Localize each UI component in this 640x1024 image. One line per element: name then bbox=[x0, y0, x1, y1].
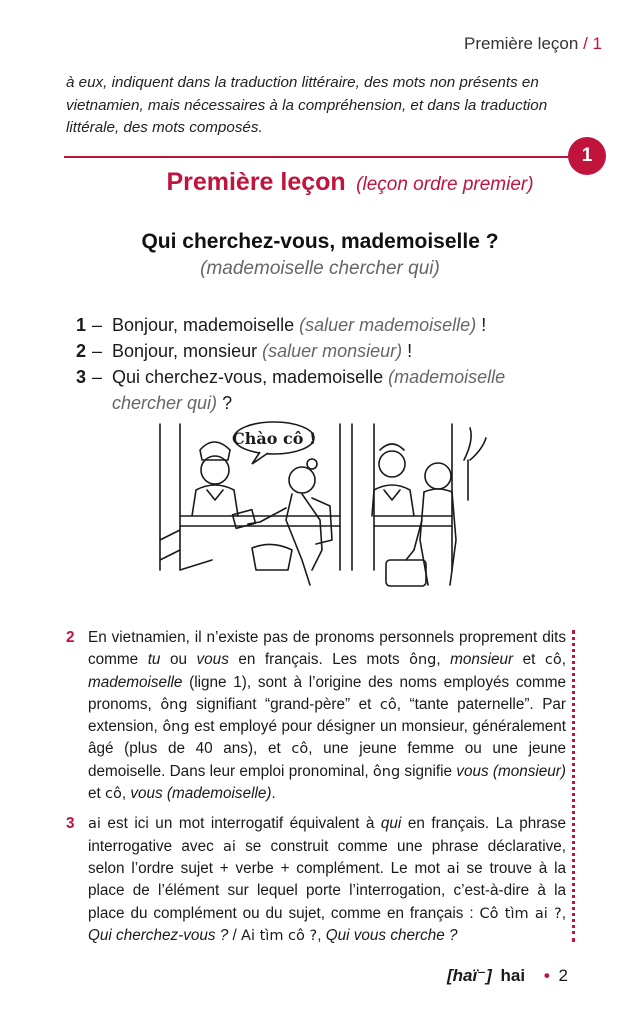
vietnamese-word: ông bbox=[162, 719, 190, 736]
lesson-illustration bbox=[152, 420, 492, 588]
lesson-number-badge: 1 bbox=[568, 137, 606, 175]
vietnamese-word: ông bbox=[372, 763, 401, 780]
running-head bbox=[464, 34, 602, 54]
note-text: se construit comme une phrase déclarative, selon l’ordre sujet + verbe + complément. Le mot bbox=[88, 837, 566, 877]
note-text: , “tante paternelle”. Par extension, bbox=[88, 695, 567, 736]
running-head-chapter: 1 bbox=[592, 34, 602, 53]
note-text: et bbox=[88, 785, 106, 803]
line-dash: – bbox=[92, 315, 103, 335]
note-text: . bbox=[271, 785, 276, 803]
note-text: en français. La phrase interrogative avec bbox=[88, 815, 566, 855]
note-text: tu bbox=[147, 651, 161, 669]
dialogue-title: Qui cherchez-vous, mademoiselle ? bbox=[141, 230, 499, 253]
note-text: est employé pour désigner un monsieur, généralement âgé (plus de 40 ans), et bbox=[88, 718, 566, 758]
page-footer bbox=[447, 966, 568, 986]
footer-phonetic: [haï⁻] bbox=[446, 966, 492, 985]
lesson-title bbox=[0, 168, 640, 197]
vietnamese-word: cô bbox=[379, 696, 397, 713]
line-end: ! bbox=[481, 315, 487, 335]
dialogue-line bbox=[76, 338, 536, 364]
line-dash: – bbox=[92, 341, 103, 361]
line-dash: – bbox=[92, 367, 103, 387]
note-text: signifie bbox=[400, 762, 457, 780]
line-text: Qui cherchez-vous, mademoiselle bbox=[112, 367, 384, 387]
note-item bbox=[66, 627, 566, 805]
vietnamese-word: ai bbox=[446, 860, 460, 877]
intro-paragraph: à eux, indiquent dans la traduction littéraire, des mots non présents en vietnamien, mais nécessaires à la compréhension, et dans la traduction littérale, des mots composés. bbox=[66, 74, 548, 136]
note-text: est ici un mot interrogatif équivalent à bbox=[100, 815, 381, 833]
vietnamese-word: cô bbox=[544, 652, 562, 669]
note-text: , bbox=[436, 651, 451, 669]
vietnamese-word: ông bbox=[409, 652, 437, 669]
note-text: , bbox=[561, 651, 567, 669]
note-text: ou bbox=[160, 651, 197, 669]
note-text: vous (monsieur) bbox=[456, 762, 566, 780]
notes-margin-rule bbox=[572, 630, 575, 942]
note-text: vous bbox=[196, 651, 229, 669]
speech-bubble-text: Chào cô ! bbox=[232, 429, 316, 448]
note-text: Qui vous cherche ? bbox=[325, 926, 458, 944]
line-end: ! bbox=[407, 341, 413, 361]
note-text: , bbox=[121, 785, 131, 803]
dialogue-line bbox=[76, 312, 536, 338]
running-head-separator: / bbox=[583, 34, 588, 53]
line-literal: (mademoiselle chercher qui) bbox=[112, 367, 506, 413]
vietnamese-word: cô bbox=[105, 786, 122, 803]
vietnamese-word: Ai tìm cô ? bbox=[241, 927, 318, 944]
line-number: 3 bbox=[76, 367, 87, 387]
note-text: , une jeune femme ou une jeune demoiselle. Dans leur emploi pronominal, bbox=[88, 740, 566, 780]
vietnamese-word: ai bbox=[88, 816, 101, 833]
footer-bullet: • bbox=[543, 966, 550, 985]
section-rule bbox=[64, 156, 570, 158]
vietnamese-word: Cô tìm ai ? bbox=[479, 905, 562, 922]
note-item bbox=[66, 813, 566, 947]
vietnamese-word: ai bbox=[222, 838, 236, 855]
lesson-title-main: Première leçon bbox=[166, 168, 346, 196]
footer-word: hai bbox=[500, 966, 526, 985]
note-text: signifiant “grand-père” et bbox=[187, 695, 380, 713]
line-literal: (saluer monsieur) bbox=[262, 341, 403, 361]
lesson-title-literal: (leçon ordre premier) bbox=[356, 174, 534, 195]
line-number: 1 bbox=[76, 315, 87, 335]
note-text: (ligne 1), sont à l’origine des noms employés comme pronoms, bbox=[88, 673, 566, 713]
note-number: 2 bbox=[66, 629, 75, 646]
officer-figure bbox=[200, 442, 230, 460]
line-text: Bonjour, monsieur bbox=[112, 341, 258, 361]
page-number: 2 bbox=[558, 966, 568, 985]
tourist-head bbox=[289, 467, 315, 493]
dialogue-literal: (mademoiselle chercher qui) bbox=[200, 258, 440, 279]
line-end: ? bbox=[222, 393, 233, 413]
line-literal: (saluer mademoiselle) bbox=[299, 315, 477, 335]
vietnamese-word: ông bbox=[160, 696, 188, 713]
line-number: 2 bbox=[76, 341, 87, 361]
note-text: et bbox=[513, 651, 545, 669]
line-text: Bonjour, mademoiselle bbox=[112, 315, 295, 335]
vietnamese-word: cô bbox=[291, 741, 309, 758]
clerk-head bbox=[379, 451, 405, 477]
note-text: Qui cherchez-vous ? bbox=[88, 926, 229, 944]
note-text: , bbox=[317, 926, 326, 944]
dialogue-lines bbox=[76, 312, 536, 416]
note-text: en français. Les mots bbox=[228, 651, 410, 669]
man-head bbox=[425, 463, 451, 489]
note-text: / bbox=[228, 926, 242, 944]
dialogue-line bbox=[76, 364, 536, 416]
note-text: , bbox=[561, 904, 566, 922]
note-text: mademoiselle bbox=[88, 673, 183, 691]
note-text: se trouve à la place de l’élément sur lequel porte l’interrogation, c’est-à-dire à la place du complément ou du sujet, comme en français : bbox=[88, 859, 566, 922]
note-text: monsieur bbox=[450, 651, 514, 669]
running-head-title: Première leçon bbox=[464, 34, 579, 53]
notes bbox=[66, 627, 566, 955]
note-text: qui bbox=[380, 815, 402, 833]
note-text: vous (mademoiselle) bbox=[130, 785, 272, 803]
note-text: En vietnamien, il n’existe pas de pronoms personnels proprement dits comme bbox=[88, 629, 566, 669]
note-number: 3 bbox=[66, 815, 75, 833]
